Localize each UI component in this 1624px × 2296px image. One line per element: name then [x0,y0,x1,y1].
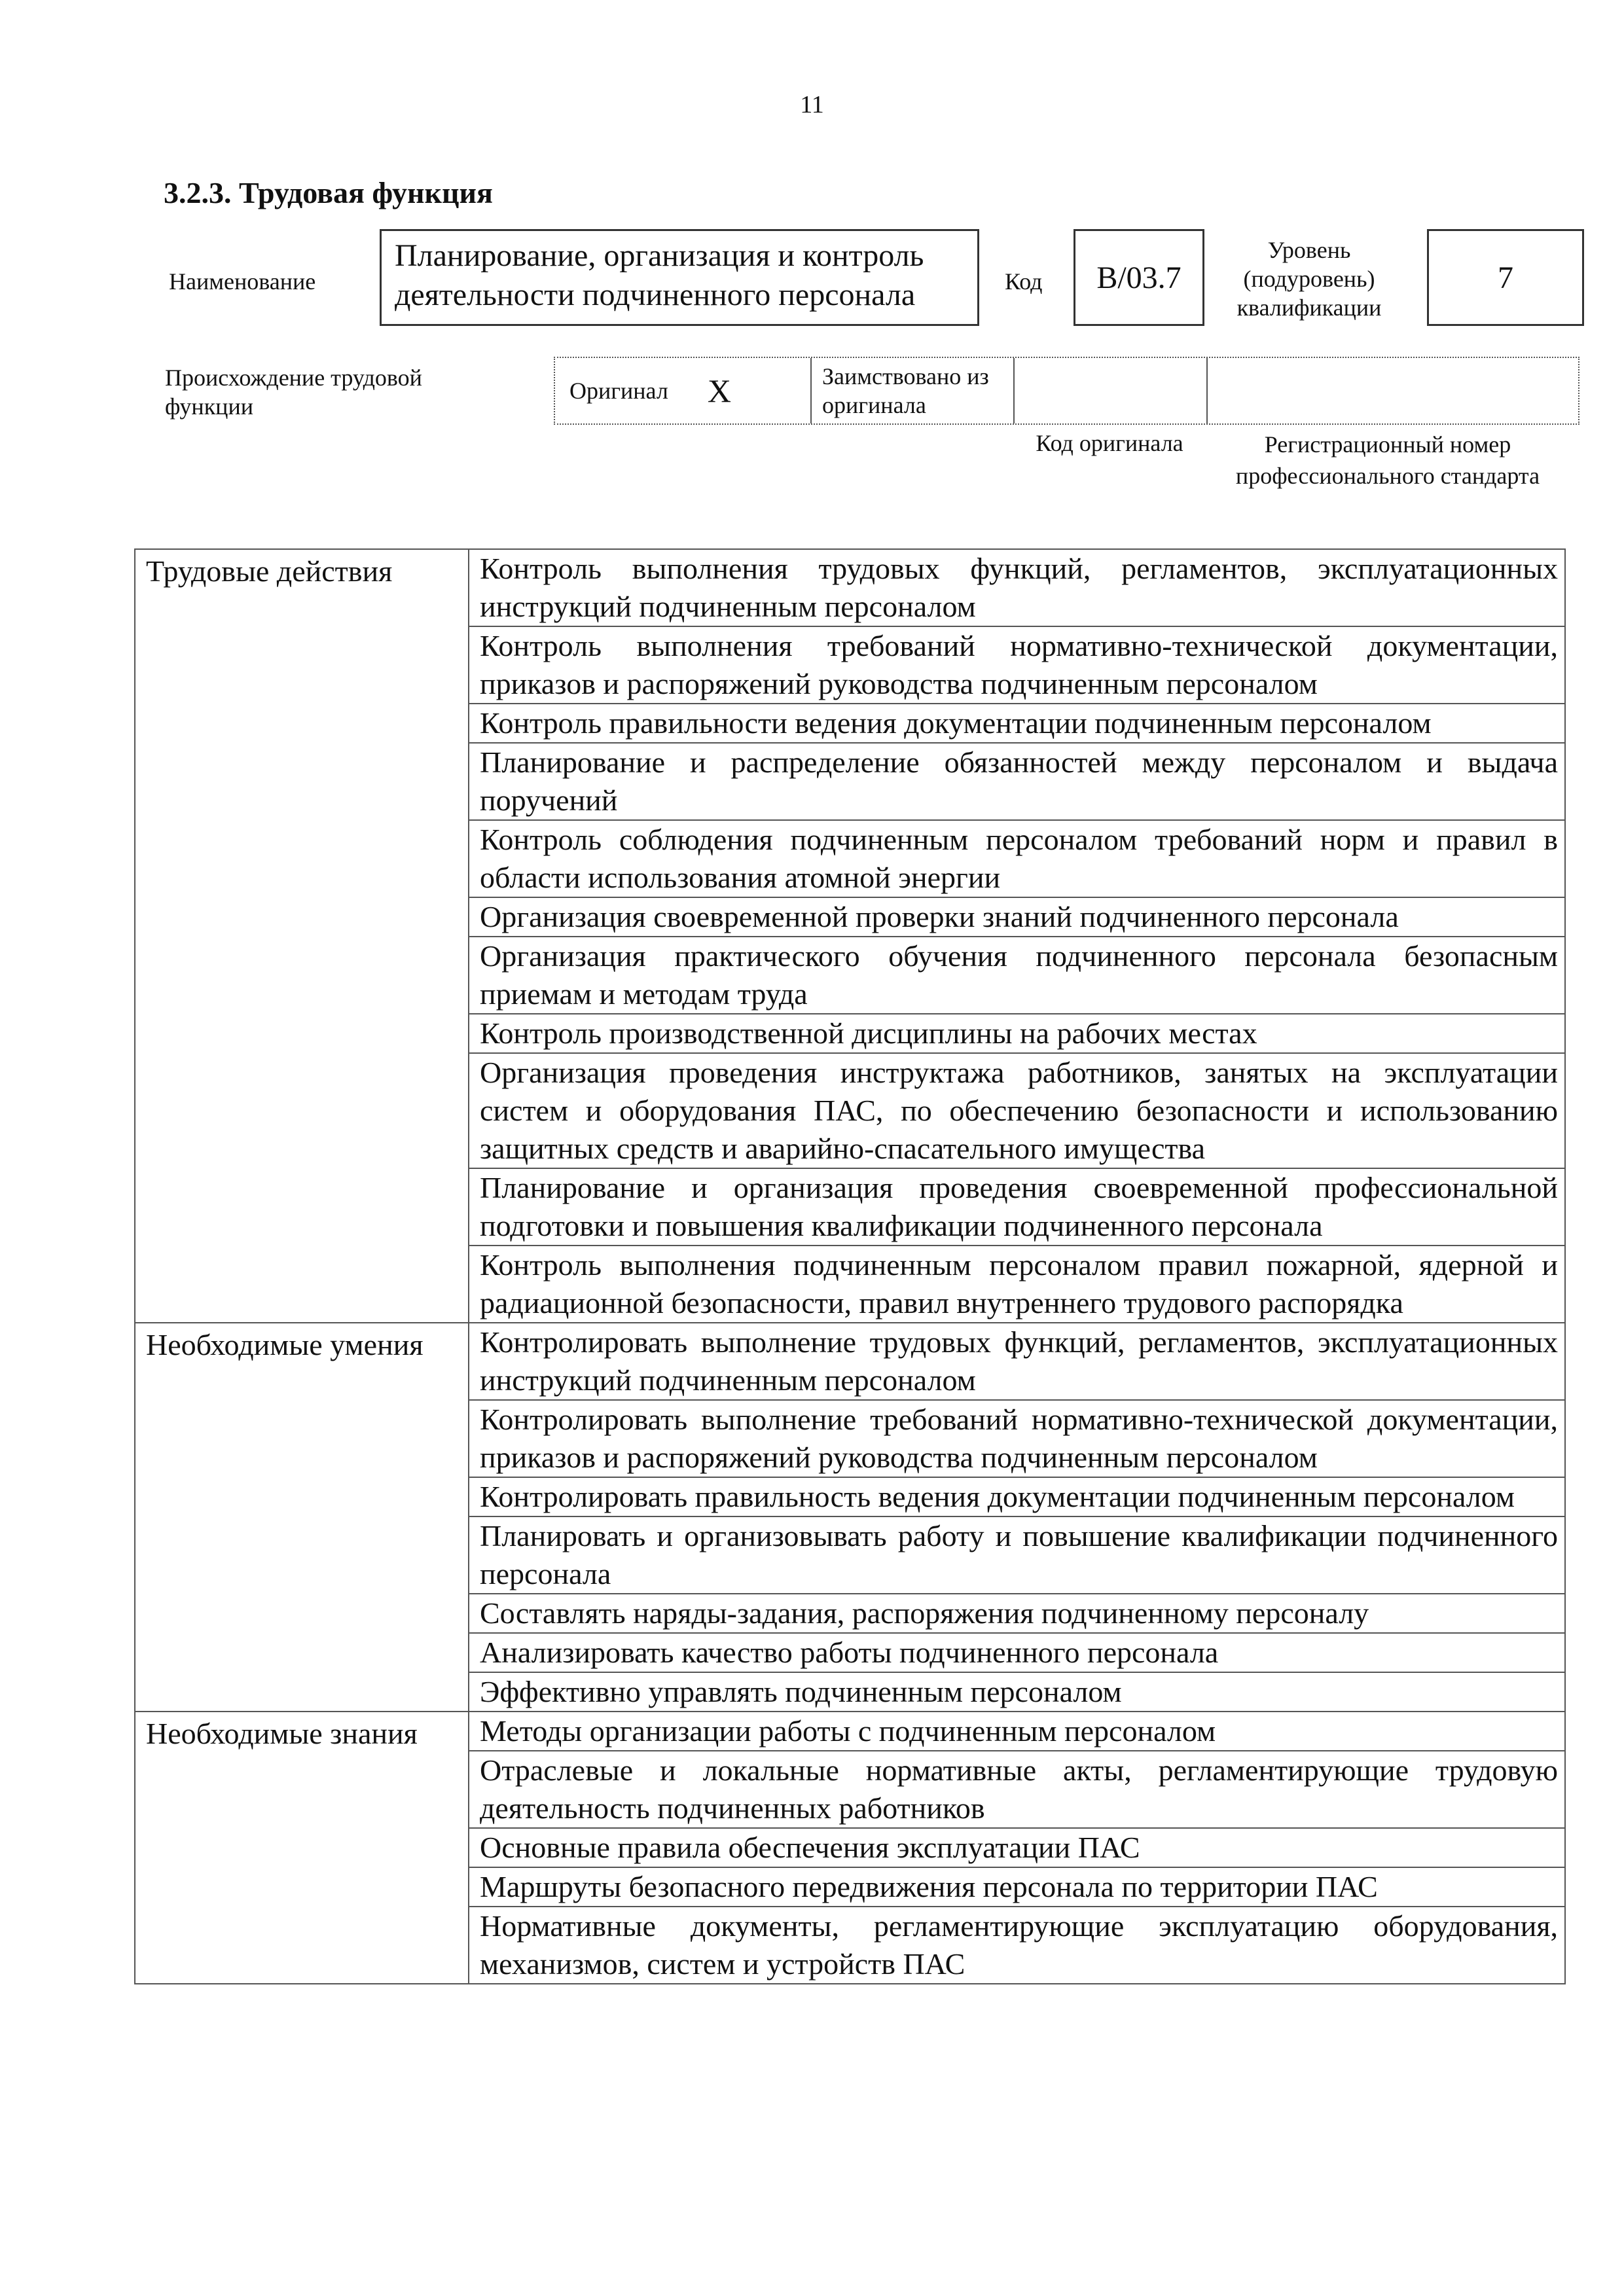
table-item: Контролировать выполнение трудовых функций, регламентов, эксплуатационных инструкций подчиненным персоналом [469,1323,1565,1400]
section-label: Необходимые умения [135,1323,469,1712]
table-item: Отраслевые и локальные нормативные акты, регламентирующие трудовую деятельность подчиненных работников [469,1751,1565,1828]
code-original-caption: Код оригинала [1036,430,1183,456]
table-item: Контроль производственной дисциплины на рабочих местах [469,1014,1565,1053]
table-item: Анализировать качество работы подчиненного персонала [469,1633,1565,1672]
table-item: Основные правила обеспечения эксплуатации ПАС [469,1828,1565,1867]
table-item: Организация практического обучения подчиненного персонала безопасным приемам и методам труда [469,937,1565,1014]
function-code: B/03.7 [1074,229,1204,326]
table-item: Планирование и распределение обязанностей между персоналом и выдача поручений [469,743,1565,820]
table-item: Контроль выполнения трудовых функций, регламентов, эксплуатационных инструкций подчиненным персоналом [469,549,1565,626]
table-item: Контролировать выполнение требований нормативно-технической документации, приказов и распоряжений руководства подчиненным персоналом [469,1400,1565,1477]
table-item: Контроль правильности ведения документации подчиненным персоналом [469,704,1565,743]
table-row [135,549,1565,626]
code-label: Код [1005,268,1043,295]
name-label: Наименование [169,268,316,295]
table-item: Методы организации работы с подчиненным персоналом [469,1712,1565,1751]
origin-label: Происхождение трудовой функции [165,365,422,420]
section-label: Трудовые действия [135,549,469,1323]
section-title: 3.2.3. Трудовая функция [164,176,493,209]
original-label: Оригинал [569,378,668,404]
table-item: Эффективно управлять подчиненным персоналом [469,1672,1565,1712]
table-item: Составлять наряды-задания, распоряжения подчиненному персоналу [469,1594,1565,1633]
table-item: Контроль соблюдения подчиненным персоналом требований норм и правил в области использования атомной энергии [469,820,1565,897]
section-label: Необходимые знания [135,1712,469,1984]
reg-number-caption: Регистрационный номер профессионального стандарта [1235,431,1540,489]
qualification-level: 7 [1427,229,1584,326]
origin-table [554,357,1579,425]
original-mark: X [707,372,731,409]
level-label: Уровень (подуровень) квалификации [1236,237,1382,321]
borrowed-label: Заимствовано из оригинала [822,363,989,418]
table-item: Контроль выполнения требований нормативно-технической документации, приказов и распоряжений руководства подчиненным персоналом [469,626,1565,704]
table-row [135,1323,1565,1400]
table-item: Нормативные документы, регламентирующие эксплуатацию оборудования, механизмов, систем и устройств ПАС [469,1907,1565,1984]
table-item: Планирование и организация проведения своевременной профессиональной подготовки и повышения квалификации подчиненного персонала [469,1168,1565,1246]
table-item: Планировать и организовывать работу и повышение квалификации подчиненного персонала [469,1516,1565,1594]
table-item: Маршруты безопасного передвижения персонала по территории ПАС [469,1867,1565,1907]
original-cell [555,358,810,423]
page-number: 11 [800,91,824,118]
table-row [135,1712,1565,1751]
table-item: Контроль выполнения подчиненным персоналом правил пожарной, ядерной и радиационной безопасности, правил внутреннего трудового распорядка [469,1246,1565,1323]
function-name: Планирование, организация и контроль деятельности подчиненного персонала [380,229,979,326]
function-table [134,548,1566,1984]
table-item: Организация проведения инструктажа работников, занятых на эксплуатации систем и оборудования ПАС, по обеспечению безопасности и использованию защитных средств и аварийно-спасательного имущества [469,1053,1565,1168]
table-item: Контролировать правильность ведения документации подчиненным персоналом [469,1477,1565,1516]
table-item: Организация своевременной проверки знаний подчиненного персонала [469,897,1565,937]
